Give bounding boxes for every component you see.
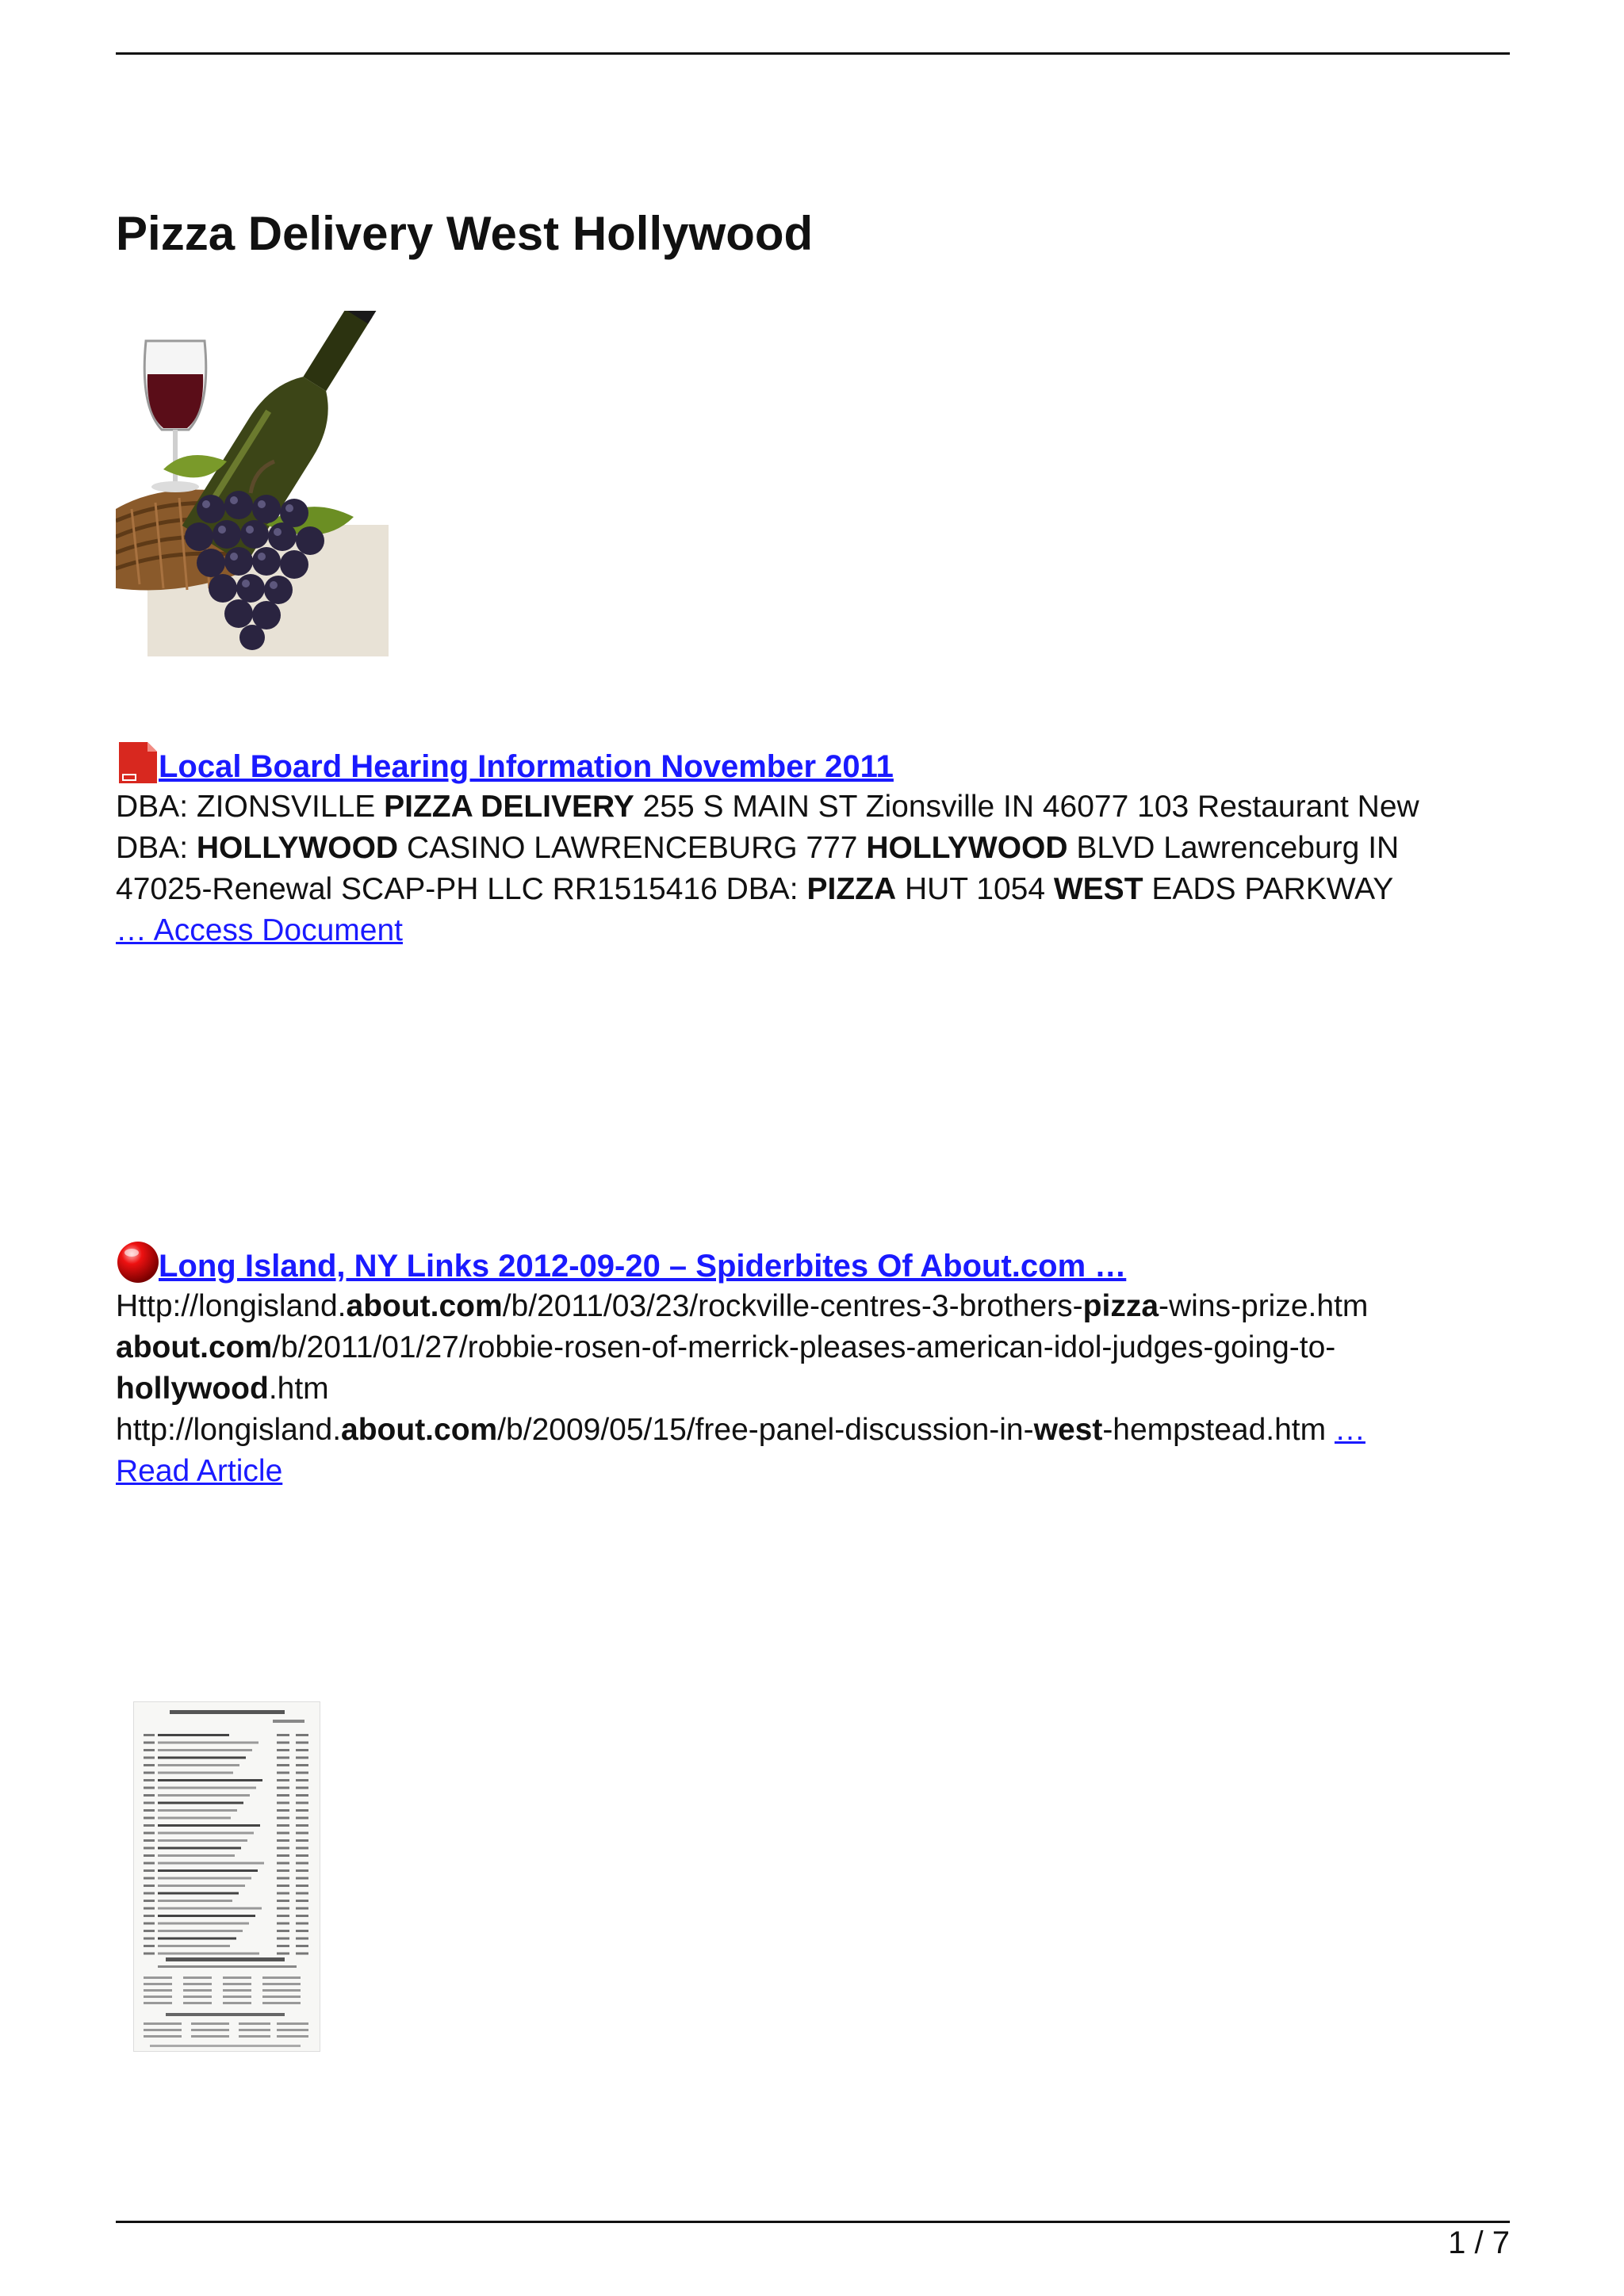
menu-text-line [144, 1976, 172, 1979]
menu-text-line [277, 1847, 289, 1850]
menu-text-line [144, 1734, 155, 1736]
menu-text-line [144, 1772, 155, 1774]
menu-text-line [262, 1983, 301, 1985]
menu-text-line [277, 1787, 289, 1789]
menu-text-line [144, 1923, 155, 1925]
menu-text-line [166, 1957, 285, 1961]
menu-text-line [183, 1996, 212, 1998]
menu-text-line [144, 1832, 155, 1835]
menu-text-line [144, 1847, 155, 1850]
menu-text-line [144, 1802, 155, 1804]
wine-grapes-illustration [116, 311, 389, 656]
menu-text-line [296, 1817, 308, 1820]
snippet-text: DBA: ZIONSVILLE [116, 790, 385, 824]
snippet-keyword: pizza [1082, 1289, 1159, 1323]
menu-text-line [296, 1779, 308, 1781]
menu-text-line [223, 1996, 251, 1998]
menu-text-line [144, 1862, 155, 1865]
menu-text-line [296, 1794, 308, 1797]
menu-text-line [277, 1877, 289, 1880]
menu-text-line [277, 1885, 289, 1887]
menu-text-line [296, 1953, 308, 1955]
menu-text-line [262, 1996, 301, 1998]
menu-text-line [277, 1900, 289, 1902]
menu-text-line [158, 1824, 260, 1827]
snippet-text: EADS PARKWAY [1143, 872, 1394, 906]
menu-text-line [158, 1965, 297, 1968]
menu-text-line [277, 1802, 289, 1804]
snippet-line [116, 786, 1510, 828]
menu-text-line [158, 1847, 241, 1850]
menu-text-line [277, 1734, 289, 1736]
menu-text-line [158, 1809, 237, 1812]
menu-text-line [296, 1787, 308, 1789]
pdf-file-icon [116, 740, 160, 785]
menu-text-line [239, 2022, 270, 2025]
menu-text-line [144, 1817, 155, 1820]
menu-text-line [158, 1734, 229, 1736]
menu-text-line [191, 2029, 229, 2031]
menu-text-line [158, 1749, 252, 1751]
menu-text-line [183, 1989, 212, 1992]
snippet-text: http://longisland. [116, 1413, 342, 1447]
snippet-line [116, 1286, 1510, 1327]
menu-text-line [296, 1749, 308, 1751]
snippet-text: BLVD Lawrenceburg IN [1067, 831, 1400, 865]
snippet-keyword: about.com [346, 1289, 503, 1323]
menu-text-line [158, 1832, 254, 1835]
menu-text-line [158, 1869, 258, 1872]
menu-text-line [144, 1809, 155, 1812]
menu-text-line [296, 1869, 308, 1872]
menu-text-line [277, 1824, 289, 1827]
menu-text-line [223, 2002, 251, 2004]
menu-text-line [191, 2022, 229, 2025]
menu-text-line [144, 1824, 155, 1827]
menu-text-line [296, 1764, 308, 1766]
menu-text-line [277, 2022, 308, 2025]
menu-text-line [144, 1749, 155, 1751]
snippet-keyword: WEST [1053, 872, 1143, 906]
menu-text-line [296, 1854, 308, 1857]
menu-text-line [296, 1885, 308, 1887]
menu-text-line [158, 1885, 245, 1887]
menu-text-line [296, 1923, 308, 1925]
menu-text-line [144, 1915, 155, 1917]
menu-text-line [183, 1976, 212, 1979]
menu-text-line [144, 1945, 155, 1947]
menu-text-line [296, 1900, 308, 1902]
menu-text-line [144, 1779, 155, 1781]
menu-text-line [277, 1915, 289, 1917]
menu-text-line [277, 2029, 308, 2031]
menu-text-line [158, 1938, 236, 1940]
menu-text-line [158, 1915, 255, 1917]
snippet-text: Http://longisland. [116, 1289, 347, 1323]
menu-text-line [296, 1809, 308, 1812]
menu-text-line [144, 1908, 155, 1910]
menu-text-line [262, 2002, 301, 2004]
menu-text-line [158, 1862, 264, 1865]
menu-text-line [144, 1996, 172, 1998]
menu-text-line [296, 1839, 308, 1842]
snippet-text: /b/2009/05/15/free-panel-discussion-in- [497, 1413, 1034, 1447]
snippet-text: -wins-prize.htm [1159, 1289, 1369, 1323]
snippet-text: /b/2011/03/23/rockville-centres-3-brothers- [502, 1289, 1083, 1323]
snippet-line [116, 869, 1510, 910]
menu-text-line [296, 1938, 308, 1940]
menu-text-line [170, 1710, 285, 1714]
menu-text-line [144, 2022, 182, 2025]
menu-text-line [158, 1839, 247, 1842]
menu-text-line [277, 1869, 289, 1872]
menu-text-line [277, 1839, 289, 1842]
result-title-link[interactable]: Long Island, NY Links 2012-09-20 – Spiderbites Of About.com … [159, 1249, 1127, 1284]
snippet-line [116, 1368, 1510, 1410]
menu-text-line [158, 1908, 262, 1910]
menu-text-line [262, 1976, 301, 1979]
menu-text-line [183, 1983, 212, 1985]
menu-text-line [144, 1938, 155, 1940]
menu-text-line [262, 1989, 301, 1992]
snippet-keyword: west [1033, 1413, 1103, 1447]
menu-text-line [158, 1923, 249, 1925]
snippet-text: -hempstead.htm [1102, 1413, 1335, 1447]
snippet-text: 255 S MAIN ST Zionsville IN 46077 103 Restaurant New [634, 790, 1419, 824]
snippet-line [116, 1327, 1510, 1368]
menu-text-line [296, 1824, 308, 1827]
menu-text-line [277, 1764, 289, 1766]
menu-text-line [144, 1787, 155, 1789]
menu-text-line [158, 1757, 246, 1759]
snippet-text: CASINO LAWRENCEBURG 777 [398, 831, 867, 865]
menu-text-line [277, 1832, 289, 1835]
result-header [116, 1237, 1510, 1284]
menu-text-line [158, 1817, 231, 1820]
menu-text-line [144, 1839, 155, 1842]
result-snippet [116, 1286, 1510, 1451]
page-number: 1 / 7 [1448, 2225, 1510, 2260]
menu-text-line [239, 2029, 270, 2031]
menu-text-illustration [134, 1702, 320, 2051]
result-header [116, 737, 1510, 785]
menu-text-line [158, 1787, 256, 1789]
pizza-menu-thumbnail [133, 1701, 320, 2052]
menu-text-line [277, 2035, 308, 2038]
menu-text-line [296, 1832, 308, 1835]
result-snippet [116, 786, 1510, 910]
menu-text-line [144, 1757, 155, 1759]
menu-text-line [296, 1757, 308, 1759]
snippet-line [116, 1410, 1510, 1451]
menu-text-line [144, 1989, 172, 1992]
snippet-keyword: about.com [341, 1413, 498, 1447]
menu-text-line [144, 1794, 155, 1797]
menu-text-line [158, 1953, 259, 1955]
menu-text-line [296, 1847, 308, 1850]
menu-text-line [296, 1915, 308, 1917]
menu-text-line [296, 1930, 308, 1932]
snippet-keyword: about.com [116, 1330, 273, 1364]
menu-text-line [277, 1749, 289, 1751]
snippet-line [116, 828, 1510, 869]
menu-text-line [296, 1862, 308, 1865]
menu-text-line [158, 1742, 259, 1744]
red-ball-icon [116, 1240, 160, 1284]
menu-text-line [158, 1779, 262, 1781]
search-result-1 [116, 737, 1510, 951]
snippet-text: HUT 1054 [896, 872, 1054, 906]
menu-text-line [144, 1930, 155, 1932]
menu-text-line [277, 1908, 289, 1910]
menu-text-line [277, 1938, 289, 1940]
menu-text-line [183, 2002, 212, 2004]
menu-text-line [277, 1892, 289, 1895]
menu-text-line [296, 1772, 308, 1774]
menu-text-line [158, 1854, 235, 1857]
menu-text-line [144, 1892, 155, 1895]
menu-text-line [144, 1885, 155, 1887]
menu-text-line [144, 1764, 155, 1766]
top-rule [116, 52, 1510, 55]
snippet-keyword: PIZZA DELIVERY [384, 790, 634, 824]
menu-text-line [296, 1908, 308, 1910]
menu-text-line [277, 1953, 289, 1955]
menu-text-line [144, 1869, 155, 1872]
snippet-text: DBA: [116, 831, 197, 865]
snippet-text: 47025-Renewal SCAP-PH LLC RR1515416 DBA: [116, 872, 807, 906]
menu-text-line [296, 1802, 308, 1804]
wine-grapes-photo [116, 311, 389, 656]
snippet-keyword: PIZZA [806, 872, 897, 906]
menu-text-line [166, 2013, 285, 2016]
menu-text-line [158, 1802, 243, 1804]
read-article-link[interactable]: Read Article [116, 1454, 283, 1488]
menu-text-line [296, 1877, 308, 1880]
menu-text-line [223, 1976, 251, 1979]
menu-text-line [144, 1854, 155, 1857]
menu-text-line [277, 1862, 289, 1865]
snippet-keyword: HOLLYWOOD [866, 831, 1068, 865]
menu-text-line [144, 1900, 155, 1902]
menu-text-line [158, 1764, 239, 1766]
menu-text-line [296, 1742, 308, 1744]
menu-text-line [158, 1945, 230, 1947]
menu-text-line [191, 2035, 229, 2038]
menu-text-line [144, 1983, 172, 1985]
menu-text-line [277, 1757, 289, 1759]
menu-text-line [158, 1892, 239, 1895]
menu-text-line [144, 2029, 182, 2031]
menu-text-line [144, 1877, 155, 1880]
menu-text-line [239, 2035, 270, 2038]
menu-text-line [158, 1794, 250, 1797]
menu-text-line [277, 1817, 289, 1820]
menu-text-line [158, 1930, 243, 1932]
snippet-text: /b/2011/01/27/robbie-rosen-of-merrick-pleases-american-idol-judges-going-to- [272, 1330, 1336, 1364]
snippet-keyword: hollywood [116, 1372, 269, 1406]
menu-text-line [277, 1945, 289, 1947]
menu-text-line [144, 1742, 155, 1744]
menu-text-line [296, 1945, 308, 1947]
menu-text-line [144, 1953, 155, 1955]
snippet-keyword: HOLLYWOOD [196, 831, 399, 865]
menu-text-line [158, 1772, 233, 1774]
menu-text-line [277, 1809, 289, 1812]
ellipsis-link[interactable]: … [1334, 1413, 1365, 1447]
menu-text-line [277, 1930, 289, 1932]
snippet-text: .htm [268, 1372, 329, 1406]
menu-text-line [277, 1742, 289, 1744]
menu-text-line [296, 1734, 308, 1736]
menu-text-line [277, 1923, 289, 1925]
menu-text-line [277, 1772, 289, 1774]
menu-text-line [144, 2002, 172, 2004]
menu-text-line [277, 1779, 289, 1781]
menu-text-line [277, 1854, 289, 1857]
menu-text-line [223, 1989, 251, 1992]
search-result-2 [116, 1237, 1510, 1492]
menu-text-line [223, 1983, 251, 1985]
bottom-rule [116, 2221, 1510, 2223]
menu-text-line [277, 1794, 289, 1797]
menu-text-line [158, 1900, 232, 1902]
menu-text-line [296, 1892, 308, 1895]
page-title: Pizza Delivery West Hollywood [116, 207, 814, 260]
menu-text-line [273, 1720, 304, 1723]
access-document-link[interactable]: … Access Document [116, 913, 403, 947]
menu-text-line [150, 2045, 301, 2047]
menu-text-line [158, 1877, 251, 1880]
menu-text-line [144, 2035, 182, 2038]
result-title-link[interactable]: Local Board Hearing Information November 2011 [159, 749, 894, 784]
